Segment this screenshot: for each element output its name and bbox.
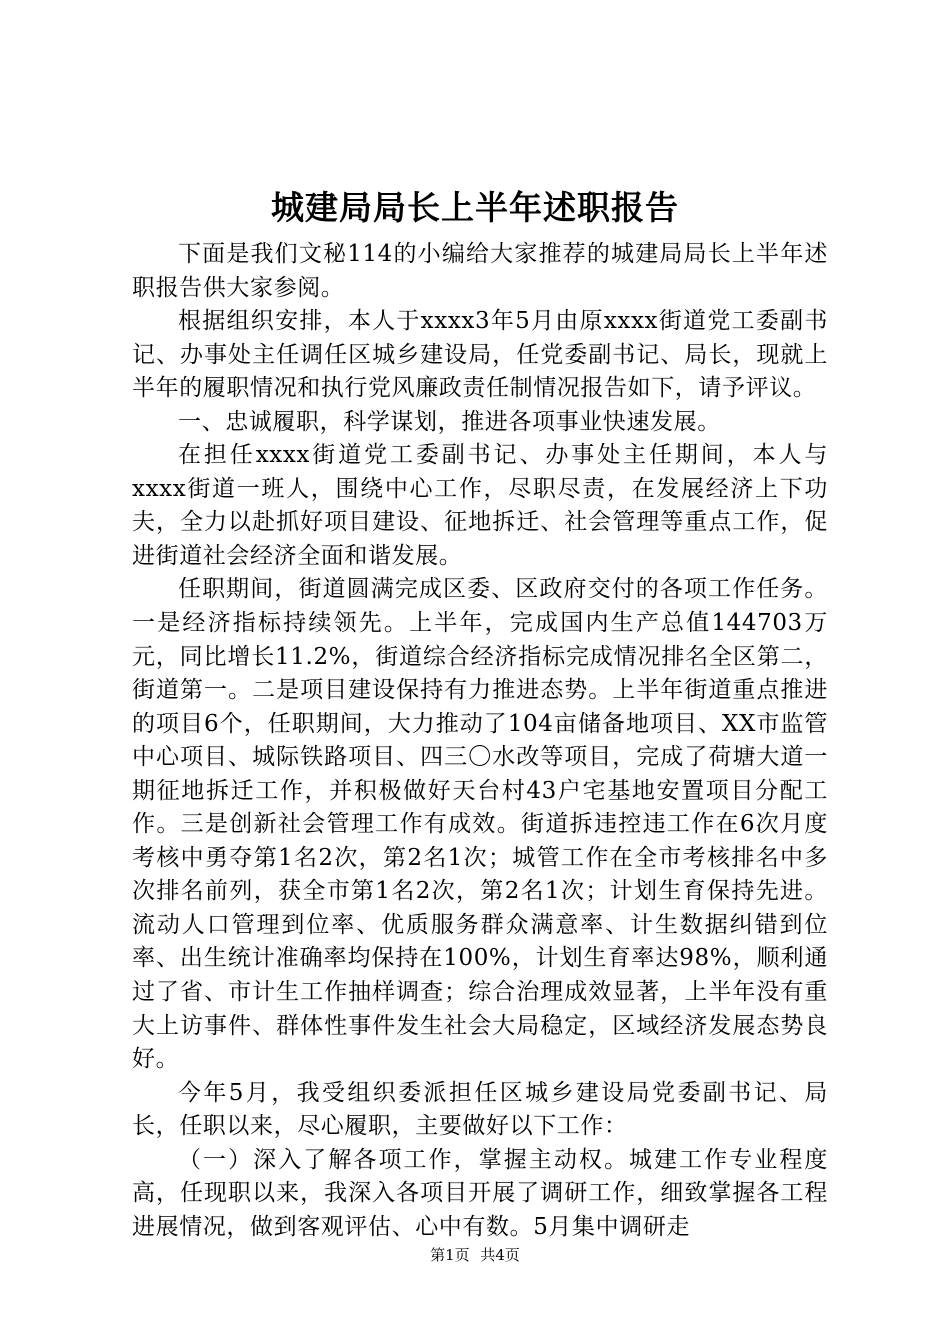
paragraph-new-role: 今年5月，我受组织委派担任区城乡建设局党委副书记、局长，任职以来，尽心履职，主要做好以下工作：	[132, 1079, 828, 1140]
document-title: 城建局局长上半年述职报告	[271, 188, 679, 227]
paragraph-previous-role: 在担任xxxx街道党工委副书记、办事处主任期间，本人与xxxx街道一班人，围绕中心工作，尽职尽责，在发展经济上下功夫，全力以赴抓好项目建设、征地拆迁、社会管理等重点工作，促进街道社会经济全面和谐发展。	[132, 442, 828, 569]
paragraph-intro: 下面是我们文秘114的小编给大家推荐的城建局局长上半年述职报告供大家参阅。	[132, 241, 828, 301]
page-footer: 第1页 共4页	[430, 1246, 520, 1264]
section-heading-1: 一、忠诚履职，科学谋划，推进各项事业快速发展。	[178, 408, 721, 435]
document-body	[132, 238, 828, 1244]
paragraph-achievements: 任职期间，街道圆满完成区委、区政府交付的各项工作任务。一是经济指标持续领先。上半年，完成国内生产总值144703万元，同比增长11.2%，街道综合经济指标完成情况排名全区第二，街道第一。二是项目建设保持有力推进态势。上半年街道重点推进的项目6个，任职期间，大力推动了104亩储备地项目、XX市监管中心项目、城际铁路项目、四三〇水改等项目，完成了荷塘大道一期征地拆迁工作，并积极做好天台村43户宅基地安置项目分配工作。三是创新社会管理工作有成效。街道拆违控违工作在6次月度考核中勇夺第1名2次，第2名1次；城管工作在全市考核排名中多次排名前列，获全市第1名2次，第2名1次；计划生育保持先进。流动人口管理到位率、优质服务群众满意率、计生数据纠错到位率、出生统计准确率均保持在100%，计划生育率达98%，顺利通过了省、市计生工作抽样调查；综合治理成效显著，上半年没有重大上访事件、群体性事件发生社会大局稳定，区域经济发展态势良好。	[132, 576, 828, 1073]
paragraph-item-1: （一）深入了解各项工作，掌握主动权。城建工作专业程度高，任现职以来，我深入各项目开展了调研工作，细致掌握各工程进展情况，做到客观评估、心中有数。5月集中调研走	[132, 1146, 828, 1240]
paragraph-appointment: 根据组织安排，本人于xxxx3年5月由原xxxx街道党工委副书记、办事处主任调任区城乡建设局，任党委副书记、局长，现就上半年的履职情况和执行党风廉政责任制情况报告如下，请予评议。	[132, 308, 828, 402]
